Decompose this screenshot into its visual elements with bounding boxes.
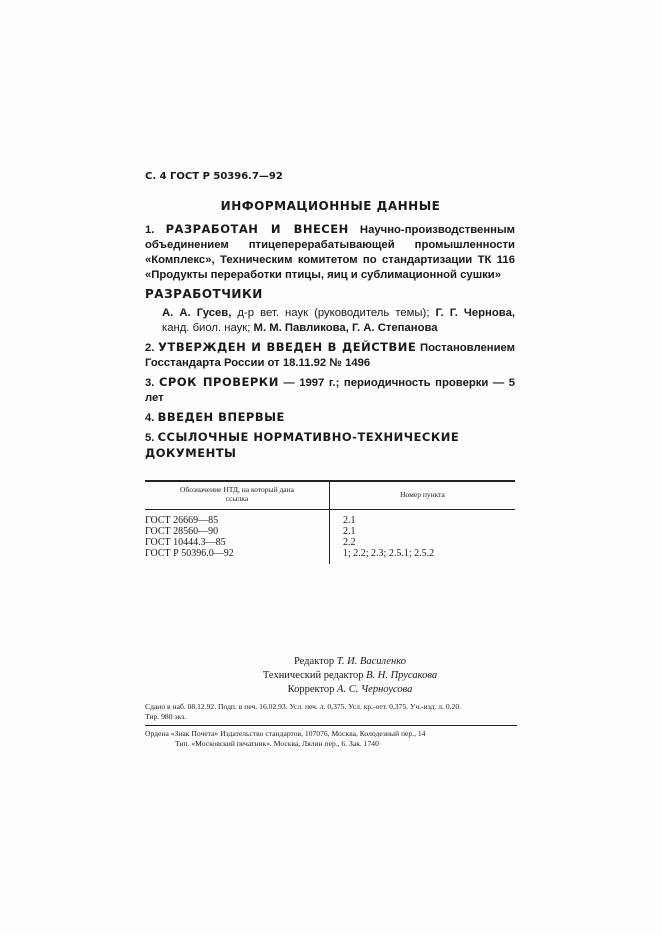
item-1: 1. РАЗРАБОТАН И ВНЕСЕН Научно-производственным объединением птицеперерабатывающей промышленности «Комплекс», Техническим комитетом по стандартизации ТК 116 «Продукты переработки птицы, яиц и сублимационной сушки» [145, 222, 515, 281]
table-header-rule [145, 509, 515, 510]
table-header-designation: Обозначение НТД, на который дана ссылка [180, 485, 294, 503]
item-3: 3. СРОК ПРОВЕРКИ — 1997 г.; периодичность проверки — 5 лет [145, 375, 516, 404]
imprint-line-2: Тир. 980 экз. [145, 712, 187, 721]
corrector-line: Корректор А. С. Черноусова [287, 684, 413, 695]
table-row-clause: 2.1 [343, 515, 356, 526]
developers-heading: РАЗРАБОТЧИКИ [145, 287, 263, 301]
references-table [145, 480, 515, 566]
imprint-line-4: Тип. «Московский печатник». Москва, Лялин пер., 6. Зак. 1740 [175, 739, 379, 748]
document-title: ИНФОРМАЦИОННЫЕ ДАННЫЕ [220, 199, 441, 213]
table-row-clause: 2.1 [343, 526, 356, 537]
imprint-line-3: Ордена «Знак Почета» Издательство стандартов, 107076, Москва, Колодезный пер., 14 [145, 729, 426, 738]
table-row-designation: ГОСТ 10444.3—85 [145, 537, 226, 548]
imprint [145, 702, 525, 749]
item-2: 2. УТВЕРЖДЕН И ВВЕДЕН В ДЕЙСТВИЕ Постановлением Госстандарта России от 18.11.92 № 1496 [145, 340, 516, 369]
table-row-clause: 2.2 [343, 537, 356, 548]
editor-line: Редактор Т. И. Василенко [293, 656, 407, 667]
table-row-designation: ГОСТ 26669—85 [145, 515, 219, 526]
table-header-clause: Номер пункта [400, 490, 445, 499]
table-row-designation: ГОСТ Р 50396.0—92 [145, 548, 234, 559]
developers-list: А. А. Гусев, д-р вет. наук (руководитель темы); Г. Г. Чернова, канд. биол. наук; М. М. Павликова, Г. А. Степанова [162, 307, 515, 334]
tech-editor-line: Технический редактор В. Н. Прусакова [262, 670, 438, 681]
table-row-designation: ГОСТ 28560—90 [145, 526, 219, 537]
item-4: 4. ВВЕДЕН ВПЕРВЫЕ [145, 410, 285, 424]
table-row-clause: 1; 2.2; 2.3; 2.5.1; 2.5.2 [343, 548, 435, 559]
imprint-line-1: Сдано в наб. 08.12.92. Подп. в печ. 16.02.93. Усл. печ. л. 0,375. Усл. кр.-отт. 0,375. Уч.-изд. л. 0,20. [145, 702, 462, 711]
table-top-rule [145, 480, 515, 482]
page-header: С. 4 ГОСТ Р 50396.7—92 [145, 171, 283, 182]
imprint-rule [145, 725, 517, 726]
item-5: 5. ССЫЛОЧНЫЕ НОРМАТИВНО-ТЕХНИЧЕСКИЕ ДОКУМЕНТЫ [145, 430, 460, 460]
document-body [145, 170, 515, 566]
